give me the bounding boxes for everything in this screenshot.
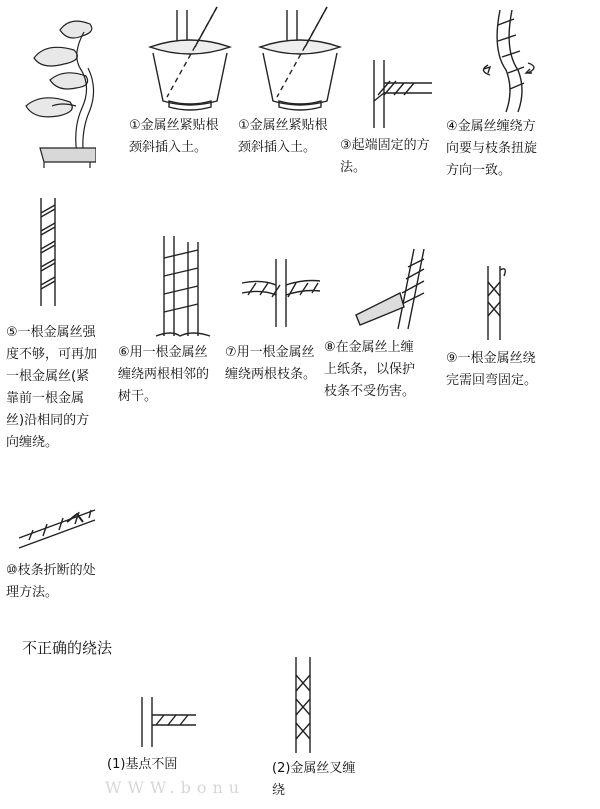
step-4-caption: ④金属丝缠绕方向要与枝条扭旋方向一致。 — [446, 119, 538, 178]
watermark-text: WWW.bonu — [105, 778, 246, 797]
double-wire-diagram — [25, 195, 75, 310]
step-1b-caption: ①金属丝紧贴根颈斜插入土。 — [238, 118, 328, 155]
broken-branch-diagram — [15, 500, 100, 550]
unfixed-base-diagram — [132, 695, 202, 750]
two-trunks-diagram — [150, 232, 215, 342]
pot-insert-diagram-2 — [255, 5, 345, 115]
pot-insert-diagram-1 — [145, 5, 235, 115]
bend-back-diagram — [476, 262, 516, 342]
step-3-caption: ③起端固定的方法。 — [340, 138, 430, 175]
bonsai-tree-illustration — [20, 10, 96, 170]
step-8-caption: ⑧在金属丝上缠上纸条，以保护枝条不受伤害。 — [324, 340, 416, 399]
incorrect-methods-title: 不正确的绕法 — [22, 639, 113, 657]
wrong-1-caption: (1)基点不固 — [107, 757, 178, 772]
step-10-caption: ⑩枝条折断的处理方法。 — [6, 563, 96, 600]
paper-strip-diagram — [352, 245, 437, 335]
step-6-caption: ⑥用一根金属丝缠绕两根相邻的树干。 — [118, 345, 210, 404]
step-7-caption: ⑦用一根金属丝缠绕两根枝条。 — [225, 345, 317, 382]
start-anchor-diagram — [362, 55, 437, 130]
crossed-wire-diagram — [284, 655, 324, 755]
wrong-2-caption: (2)金属丝叉缠绕 — [272, 761, 356, 798]
step-5-caption: ⑤一根金属丝强度不够，可再加一根金属丝(紧靠前一根金属丝)沿相同的方向缠绕。 — [6, 325, 98, 450]
twist-direction-diagram — [470, 5, 550, 115]
step-1a-caption: ①金属丝紧贴根颈斜插入土。 — [129, 118, 219, 155]
two-branches-diagram — [238, 255, 323, 330]
step-9-caption: ⑨一根金属丝绕完需回弯固定。 — [446, 351, 538, 388]
